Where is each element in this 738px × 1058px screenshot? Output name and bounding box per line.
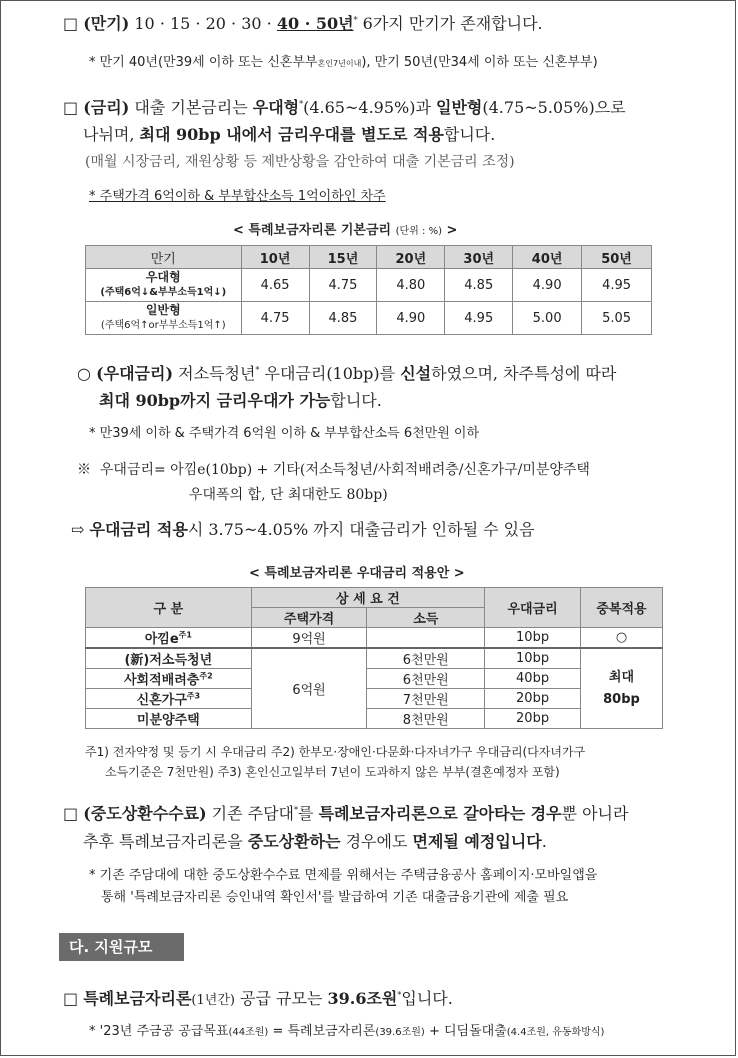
table-header-row: 주택가격 소득 xyxy=(86,608,663,628)
supply-paragraph: □ 특례보금자리론(1년간) 공급 규모는 39.6조원*입니다. xyxy=(63,989,453,1008)
rate-label: (금리) xyxy=(83,98,130,117)
checkbox-bullet: □ xyxy=(63,14,79,33)
table-row: 사회적배려층$^{주2}$ 6천만원 40bp xyxy=(86,669,663,689)
table2-caption: < 특례보금자리론 우대금리 적용안 > xyxy=(249,566,465,581)
prepayment-paragraph: □ (중도상환수수료) 기존 주담대*를 특례보금자리론으로 갈아타는 경우뿐 아니라 xyxy=(63,804,629,823)
table-row: 우대형 (주택6억↓&부부소득1억↓) 4.65 4.75 4.80 4.85 4.90 4.95 xyxy=(86,269,652,302)
rate-note: * 주택가격 6억이하 & 부부합산소득 1억이하인 차주 xyxy=(89,189,386,204)
rate-paragraph: □ (금리) 대출 기본금리는 우대형*(4.65~4.95%)과 일반형(4.75~5.05%)으로 xyxy=(63,98,626,117)
prepayment-note-2: 통해 '특례보금자리론 승인내역 확인서'를 발급하여 기존 대출금융기관에 제출 필요 xyxy=(101,890,569,905)
checkbox-bullet: □ xyxy=(63,804,79,823)
base-rate-table xyxy=(85,245,652,335)
preferential-paragraph: ○ (우대금리) 저소득청년* 우대금리(10bp)를 신설하였으며, 차주특성에 따라 xyxy=(77,364,617,383)
prepayment-paragraph-line2: 추후 특례보금자리론을 중도상환하는 경우에도 면제될 예정입니다. xyxy=(83,832,547,851)
rate-paragraph-line2: 나뉘며, 최대 90bp 내에서 금리우대를 별도로 적용합니다. xyxy=(83,125,496,144)
table-row: 신혼가구$^{주3}$ 7천만원 20bp xyxy=(86,689,663,709)
table-row: 아낌$e^{주1}$ 9억원 10bp ○ xyxy=(86,628,663,649)
table-row: (新)저소득청년 6억원 6천만원 10bp 최대 80bp xyxy=(86,648,663,669)
reference-note-line2: 우대폭의 합, 단 최대한도 80bp) xyxy=(189,487,388,503)
table2-footnote-1: 주1) 전자약정 및 등기 시 우대금리 주2) 한부모·장애인·다문화·다자녀가구 우대금리(다자녀가구 xyxy=(85,745,586,759)
table2-footnote-2: 소득기준은 7천만원) 주3) 혼인신고일부터 7년이 도과하지 않은 부부(결혼예정자 포함) xyxy=(105,765,560,779)
rate-paragraph-line3: (매월 시장금리, 재원상황 등 제반상황을 감안하여 대출 기본금리 조정) xyxy=(85,154,515,170)
prepayment-note-1: * 기존 주담대에 대한 중도상환수수료 면제를 위해서는 주택금융공사 홈페이지·모바일앱을 xyxy=(89,868,598,883)
maturity-underlined: 40 · 50년 xyxy=(276,14,354,33)
maturity-note: * 만기 40년(만39세 이하 또는 신혼부부혼인7년이내), 만기 50년(만34세 이하 또는 신혼부부) xyxy=(89,55,598,70)
footnote-star: * xyxy=(353,15,358,25)
table-header-row: 구 분 상 세 요 건 우대금리 중복적용 xyxy=(86,588,663,608)
checkbox-bullet: □ xyxy=(63,98,79,117)
table1-caption: < 특례보금자리론 기본금리 (단위 : %) > xyxy=(233,223,458,238)
maturity-label: (만기) xyxy=(83,14,130,33)
arrow-paragraph: ⇨ 우대금리 적용시 3.75~4.05% 까지 대출금리가 인하될 수 있음 xyxy=(71,520,535,539)
section-header-support-scale: 다. 지원규모 xyxy=(59,933,184,961)
checkbox-bullet: □ xyxy=(63,989,79,1008)
maturity-rest: 6가지 만기가 존재합니다. xyxy=(357,14,543,33)
maturity-values: 10 · 15 · 20 · 30 · xyxy=(134,14,272,33)
preferential-paragraph-line2: 최대 90bp까지 금리우대가 가능합니다. xyxy=(99,391,382,410)
table-row: 일반형 (주택6억↑or부부소득1억↑) 4.75 4.85 4.90 4.95 5.00 5.05 xyxy=(86,302,652,335)
reference-note: ※ 우대금리= 아낌e(10bp) + 기타(저소득청년/사회적배려층/신혼가구/미분양주택 xyxy=(77,462,590,478)
circle-bullet: ○ xyxy=(77,364,91,383)
maturity-paragraph xyxy=(63,11,543,34)
arrow-icon: ⇨ xyxy=(71,520,85,539)
table-row: 미분양주택 8천만원 20bp xyxy=(86,709,663,729)
preferential-rate-table xyxy=(85,587,663,729)
preferential-note: * 만39세 이하 & 주택가격 6억원 이하 & 부부합산소득 6천만원 이하 xyxy=(89,426,480,441)
supply-note: * '23년 주금공 공급목표(44조원) = 특례보금자리론(39.6조원) + 디딤돌대출(4.4조원, 유동화방식) xyxy=(89,1024,605,1039)
table-header-row: 만기 10년 15년 20년 30년 40년 50년 xyxy=(86,246,652,269)
